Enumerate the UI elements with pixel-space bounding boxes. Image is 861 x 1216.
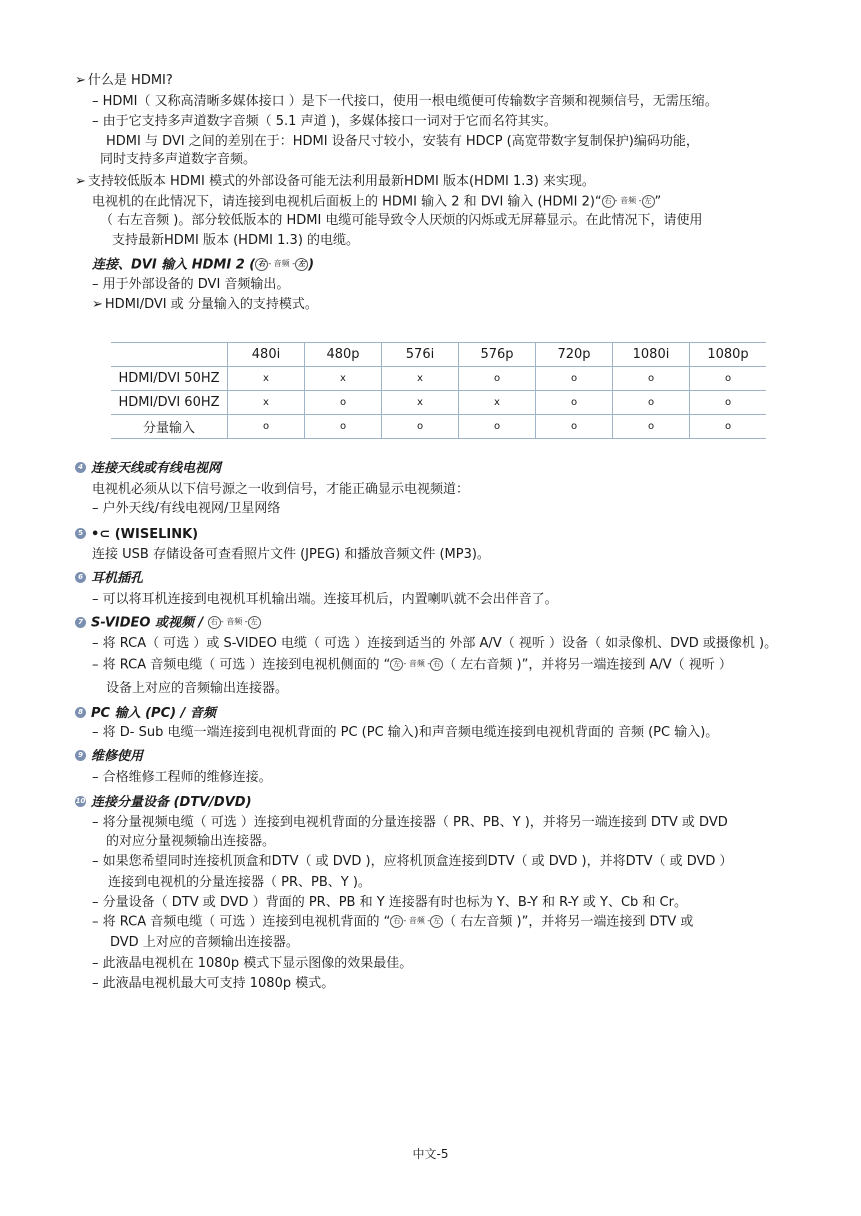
section-number-badge: 10 <box>75 797 86 805</box>
arrow-icon: ➢ <box>92 297 103 312</box>
table-cell: o <box>536 391 613 415</box>
table-cell: x <box>305 367 382 391</box>
hdmi-line: HDMI 与 DVI 之间的差别在于：HDMI 设备尺寸较小，安装有 HDCP (高宽带数字复制保护)编码功能， <box>106 134 699 149</box>
section-8-title: 8 PC 输入 (PC) / 音频 <box>75 705 216 723</box>
section-10-title: 10 连接分量设备 (DTV/DVD) <box>75 795 252 810</box>
table-cell: o <box>382 415 459 439</box>
hdmi-line: – 由于它支持多声道数字音频（ 5.1 声道 )，多媒体接口一词对于它而名符其实。 <box>92 114 557 129</box>
table-corner <box>111 343 228 367</box>
section-9-title: 9 维修使用 <box>75 748 143 766</box>
table-cell: x <box>228 367 305 391</box>
page-number: 中文-5 <box>412 1147 449 1161</box>
section-5-line: 连接 USB 存储设备可查看照片文件 (JPEG) 和播放音频文件 (MP3)。 <box>92 547 490 562</box>
table-cell: o <box>613 391 690 415</box>
section-6-line: – 可以将耳机连接到电视机耳机输出端。连接耳机后，内置喇叭就不会出伴音了。 <box>92 592 558 607</box>
section-4-line: 电视机必须从以下信号源之一收到信号，才能正确显示电视频道： <box>92 482 470 497</box>
table-cell: o <box>690 391 767 415</box>
hdmi-note-line: （ 右左音频 )。部分较低版本的 HDMI 电缆可能导致令人厌烦的闪烁或无屏幕显示。在此情况下，请使用 <box>100 213 703 228</box>
table-cell: o <box>305 415 382 439</box>
hdmi-line: 同时支持多声道数字音频。 <box>100 152 257 167</box>
table-cell: o <box>613 367 690 391</box>
hdmi-note: ➢ 支持较低版本 HDMI 模式的外部设备可能无法利用最新HDMI 版本(HDMI 1.3) 来实现。 <box>75 174 595 189</box>
table-cell: o <box>305 391 382 415</box>
section-number-badge: 8 <box>75 707 86 718</box>
row-label: 分量输入 <box>111 415 228 439</box>
section-7-title: 7 S-VIDEO 或视频 / 右 - 音频 - 左 <box>75 614 261 632</box>
table-cell: x <box>459 391 536 415</box>
section-10-line: 连接到电视机的分量连接器（ PR、PB、Y )。 <box>108 875 371 890</box>
section-number-badge: 7 <box>75 617 86 628</box>
table-cell: o <box>228 415 305 439</box>
section-10-line: 的对应分量视频输出连接器。 <box>106 834 276 849</box>
hdmi-note-line: 电视机的在此情况下，请连接到电视机后面板上的 HDMI 输入 2 和 DVI 输入 (HDMI 2)“ 右 - 音频 - 左 ” <box>92 194 662 210</box>
dvi-modes-note: ➢ HDMI/DVI 或 分量输入的支持模式。 <box>92 297 318 312</box>
table-cell: o <box>536 415 613 439</box>
section-10-line: – 分量设备（ DTV 或 DVD ）背面的 PR、PB 和 Y 连接器有时也标为 Y、B-Y 和 R-Y 或 Y、Cb 和 Cr。 <box>92 895 687 910</box>
supported-modes-table <box>111 342 766 439</box>
hdmi-line: – HDMI（ 又称高清晰多媒体接口 ）是下一代接口，使用一根电缆便可传输数字音频和视频信号，无需压缩。 <box>92 94 718 109</box>
section-8-line: – 将 D- Sub 电缆一端连接到电视机背面的 PC (PC 输入)和声音频电缆连接到电视机背面的 音频 (PC 输入)。 <box>92 725 719 740</box>
section-number-badge: 4 <box>75 462 86 473</box>
usb-icon: •⊂ <box>91 527 111 542</box>
left-audio-icon: 左 <box>295 258 308 271</box>
section-10-line: DVD 上对应的音频输出连接器。 <box>110 935 299 950</box>
table-cell: o <box>459 367 536 391</box>
section-7-line: 设备上对应的音频输出连接器。 <box>106 681 289 696</box>
section-number-badge: 6 <box>75 572 86 583</box>
hdmi-question: ➢ 什么是 HDMI? <box>75 73 173 88</box>
section-4-title: 4 连接天线或有线电视网 <box>75 460 221 478</box>
right-audio-icon: 右 <box>390 915 403 928</box>
table-cell: o <box>690 415 767 439</box>
row-label: HDMI/DVI 50HZ <box>111 367 228 391</box>
section-6-title: 6 耳机插孔 <box>75 570 143 588</box>
section-7-line: – 将 RCA（ 可选 ）或 S-VIDEO 电缆（ 可选 ）连接到适当的 外部 A/V（ 视听 ）设备（ 如录像机、DVD 或摄像机 )。 <box>92 636 778 651</box>
left-audio-icon: 左 <box>248 616 261 629</box>
column-header: 1080p <box>690 343 767 367</box>
section-5-title: 5 •⊂ (WISELINK) <box>75 526 198 544</box>
column-header: 576i <box>382 343 459 367</box>
table-cell: o <box>690 367 767 391</box>
row-label: HDMI/DVI 60HZ <box>111 391 228 415</box>
column-header: 480i <box>228 343 305 367</box>
column-header: 720p <box>536 343 613 367</box>
section-7-line: – 将 RCA 音频电缆（ 可选 ）连接到电视机侧面的 “ 左 - 音频 - 右 （ 左右音频 )”，并将另一端连接到 A/V（ 视听 ） <box>92 657 732 673</box>
dvi-line: – 用于外部设备的 DVI 音频输出。 <box>92 277 290 292</box>
right-audio-icon: 右 <box>430 658 443 671</box>
section-10-line: – 此液晶电视机在 1080p 模式下显示图像的效果最佳。 <box>92 956 413 971</box>
section-9-line: – 合格维修工程师的维修连接。 <box>92 770 272 785</box>
right-audio-icon: 右 <box>208 616 221 629</box>
arrow-icon: ➢ <box>75 73 86 88</box>
table-row <box>111 367 766 391</box>
table-cell: o <box>459 415 536 439</box>
table-row <box>111 391 766 415</box>
table-row <box>111 415 766 439</box>
column-header: 1080i <box>613 343 690 367</box>
column-header: 480p <box>305 343 382 367</box>
hdmi-note-line: 支持最新HDMI 版本 (HDMI 1.3) 的电缆。 <box>112 233 360 248</box>
section-number-badge: 9 <box>75 750 86 761</box>
section-10-line: – 如果您希望同时连接机顶盒和DTV（ 或 DVD )，应将机顶盒连接到DTV（ 或 DVD )，并将DTV（ 或 DVD ） <box>92 854 733 869</box>
section-10-line: – 将分量视频电缆（ 可选 ）连接到电视机背面的分量连接器（ PR、PB、Y )，并将另一端连接到 DTV 或 DVD <box>92 815 728 830</box>
table-cell: x <box>382 367 459 391</box>
left-audio-icon: 左 <box>430 915 443 928</box>
table-cell: o <box>613 415 690 439</box>
right-audio-icon: 右 <box>255 258 268 271</box>
table-header-row <box>111 343 766 367</box>
left-audio-icon: 左 <box>642 195 655 208</box>
section-4-line: – 户外天线/有线电视网/卫星网络 <box>92 501 281 516</box>
table-cell: o <box>536 367 613 391</box>
section-10-line: – 此液晶电视机最大可支持 1080p 模式。 <box>92 976 335 991</box>
table-cell: x <box>228 391 305 415</box>
left-audio-icon: 左 <box>390 658 403 671</box>
section-10-line: – 将 RCA 音频电缆（ 可选 ）连接到电视机背面的 “ 右 - 音频 - 左 （ 右左音频 )”，并将另一端连接到 DTV 或 <box>92 914 694 930</box>
column-header: 576p <box>459 343 536 367</box>
arrow-icon: ➢ <box>75 174 86 189</box>
table-cell: x <box>382 391 459 415</box>
section-number-badge: 5 <box>75 528 86 539</box>
dvi-title: 连接、DVI 输入 HDMI 2 ( 右 - 音频 - 左 ) <box>92 257 315 273</box>
right-audio-icon: 右 <box>602 195 615 208</box>
